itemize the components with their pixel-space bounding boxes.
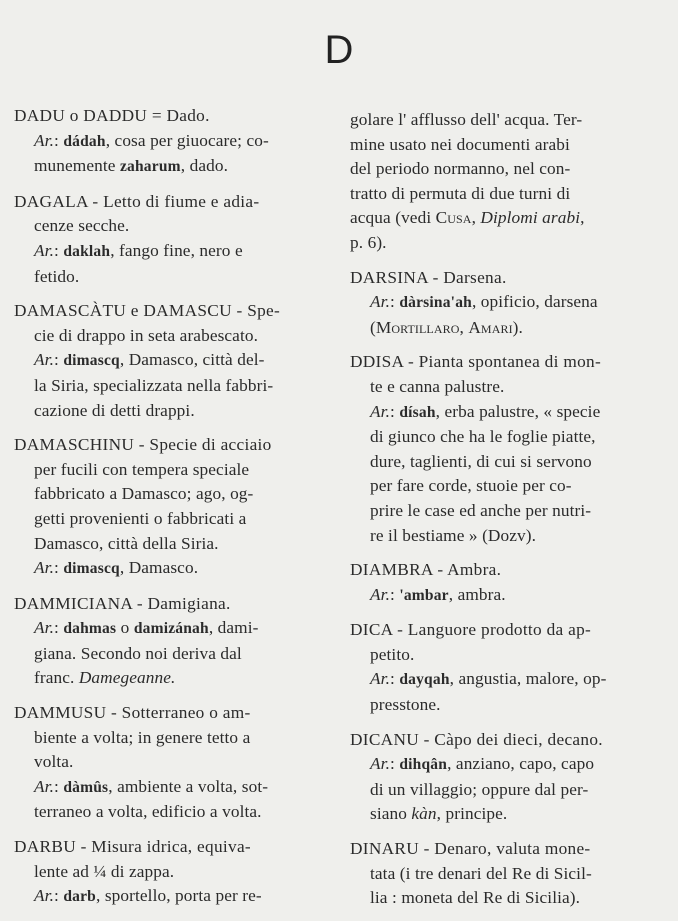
entry-line [14,239,324,265]
entry-damaschinu [14,433,324,582]
arabic-etymon: dihqân [399,756,448,774]
entry-line [14,750,324,775]
entry-line [14,884,324,910]
entry-dammusu [14,701,324,825]
text-segment: , erba palustre, « specie [435,401,601,421]
entry-darsina [350,266,666,341]
arabic-etymon: dahmas [63,620,117,638]
entry-headword [350,558,666,583]
text-segment: : [54,350,64,370]
entry-line [350,499,666,524]
left-column [14,104,324,920]
text-segment: Mortillaro [375,317,460,337]
entry-line [350,375,666,400]
text-segment: giana. Secondo noi deriva dal [34,643,242,663]
headword-text: DAMMICIANA - Damigiana. [14,593,231,613]
text-segment: , opificio, darsena [471,292,598,312]
entry-line [350,450,666,475]
headword-text: DINARU - Denaro, valuta mone- [350,839,591,859]
entry-headword [350,350,666,375]
entry-headword [14,433,324,458]
text-segment: , [580,208,585,228]
section-letter: D [324,28,354,72]
text-segment: del periodo normanno, nel con- [350,159,571,179]
headword-text: DARSINA - Darsena. [350,267,507,287]
entry-damascatu [14,299,324,423]
text-segment: : [54,240,64,260]
entry-line [350,425,666,450]
text-segment: : [54,776,64,796]
entry-dagala [14,190,324,289]
arabic-etymon: dàrsina'ah [399,294,472,312]
arabic-etymon: damizánah [133,620,209,638]
text-segment: lente ad ¼ di zappa. [34,861,175,881]
entry-line [350,583,666,609]
text-segment: petito. [370,644,415,664]
entry-line [14,726,324,751]
text-segment: , ambra. [448,584,506,604]
text-segment: p. 6). [350,232,387,252]
text-segment: tata (i tre denari del Re di Sicil- [370,863,592,883]
arabic-etymon: dayqah [399,671,450,689]
text-segment: siano [370,804,412,824]
entry-line [350,108,666,133]
text-segment: per fare corde, stuoie per co- [370,476,572,496]
entry-line [14,129,324,155]
text-segment: fetido. [34,266,80,286]
entry-line [14,482,324,507]
arabic-etymon: dísah [399,403,436,421]
entry-dica [350,618,666,717]
arabic-abbrev: Ar. [370,292,390,312]
arabic-abbrev: Ar. [34,240,54,260]
arabic-abbrev: Ar. [34,558,54,578]
entry-headword [14,592,324,617]
text-segment: per fucili con tempera speciale [34,459,250,479]
arabic-etymon: dimascq [63,560,120,578]
entry-headword [350,266,666,291]
entry-line [14,374,324,399]
arabic-abbrev: Ar. [34,886,54,906]
entry-line [350,290,666,316]
text-segment: ( [370,317,376,337]
text-segment: Diplomi arabi [480,208,581,228]
text-segment: presstone. [370,695,441,715]
text-segment: cazione di detti drappi. [34,400,195,420]
arabic-etymon: darb [63,888,96,906]
entry-headword [14,190,324,215]
text-segment: biente a volta; in genere tetto a [34,727,251,747]
arabic-abbrev: Ar. [370,401,390,421]
text-segment: , Damasco, città del- [119,350,265,370]
entry-line [14,265,324,290]
entry-headword [14,835,324,860]
entry-line [350,157,666,182]
entry-line [14,860,324,885]
right-column [350,108,666,921]
text-segment: , [471,208,481,228]
arabic-abbrev: Ar. [34,130,54,150]
text-segment: la Siria, specializzata nella fabbri- [34,375,274,395]
text-segment: kàn [411,804,437,824]
arabic-etymon: dàmûs [63,778,109,796]
arabic-abbrev: Ar. [34,776,54,796]
text-segment: : [54,558,64,578]
entry-line [14,616,324,642]
entry-line [350,802,666,827]
arabic-abbrev: Ar. [370,584,390,604]
entry-line [350,524,666,549]
text-segment: cie di drappo in seta arabescato. [34,325,259,345]
entry-line [350,133,666,158]
entry-diambra [350,558,666,608]
entry-headword [350,837,666,862]
text-segment: , angustia, malore, op- [449,669,607,689]
text-segment: : [54,130,64,150]
arabic-etymon: 'ambar [399,586,449,604]
text-segment: ). [512,317,523,337]
headword-text: DDISA - Pianta spontanea di mon- [350,352,602,372]
text-segment: : [390,754,400,774]
entry-dicanu [350,728,666,827]
entry-ddisa [350,350,666,548]
arabic-etymon: dimascq [63,352,120,370]
text-segment: getti provenienti o fabbricati a [34,508,247,528]
arabic-etymon: zaharum [119,158,181,176]
entry-line [350,667,666,693]
text-segment: , fango fine, nero e [110,240,243,260]
text-segment: Damegeanne. [78,668,176,688]
entry-line [350,182,666,207]
headword-text: DIAMBRA - Ambra. [350,560,502,580]
text-segment: o [116,618,134,638]
text-segment: mine usato nei documenti arabi [350,134,570,154]
headword-text: DICANU - Càpo dei dieci, decano. [350,729,603,749]
entry-line [350,231,666,256]
entry-line [14,154,324,180]
arabic-abbrev: Ar. [34,618,54,638]
headword-text: DAMASCHINU - Specie di acciaio [14,435,272,455]
entry-line [350,400,666,426]
text-segment: , dami- [208,618,259,638]
text-segment: , cosa per giuocare; co- [105,130,269,150]
entry-line [350,752,666,778]
text-segment: di un villaggio; oppure dal per- [370,779,589,799]
text-segment: acqua (vedi [350,208,436,228]
entry-dadu [14,104,324,180]
text-segment: cenze secche. [34,216,130,236]
text-segment: , [459,317,469,337]
headword-text: DICA - Languore prodotto da ap- [350,620,592,640]
text-segment: re il bestiame » (Dozv). [370,525,537,545]
arabic-etymon: dádah [63,132,106,150]
text-segment: Damasco, città della Siria. [34,533,219,553]
entry-darbu-continued [350,108,666,256]
entry-line [14,399,324,424]
headword-text: DARBU - Misura idrica, equiva- [14,837,251,857]
headword-text: DAGALA - Letto di fiume e adia- [14,191,260,211]
entry-line [350,886,666,911]
text-segment: : [390,584,400,604]
entry-headword [350,618,666,643]
arabic-abbrev: Ar. [370,669,390,689]
entry-line [350,862,666,887]
entry-line [14,532,324,557]
entry-line [14,348,324,374]
text-segment: Amari [468,317,513,337]
headword-text: DAMASCÀTU e DAMASCU - Spe- [14,301,281,321]
entry-line [14,775,324,801]
entry-line [350,643,666,668]
entry-line [14,556,324,582]
text-segment: : [54,618,64,638]
text-segment: , anziano, capo, capo [447,754,595,774]
entry-line [14,214,324,239]
text-segment: prire le case ed anche per nutri- [370,500,592,520]
entry-line [350,206,666,231]
entry-line [14,458,324,483]
headword-text: DAMMUSU - Sotterraneo o am- [14,703,251,723]
entry-line [14,324,324,349]
entry-headword [14,104,324,129]
text-segment: tratto di permuta di due turni di [350,183,571,203]
entry-line [350,474,666,499]
entry-line [14,666,324,691]
text-segment: munemente [34,156,120,176]
text-segment: golare l' afflusso dell' acqua. Ter- [350,110,583,129]
entry-headword [14,299,324,324]
entry-darbu [14,835,324,910]
text-segment: , Damasco. [119,558,199,578]
text-segment: franc. [34,668,79,688]
entry-dinaru [350,837,666,911]
text-segment: fabbricato a Damasco; ago, og- [34,484,254,504]
arabic-abbrev: Ar. [370,754,390,774]
text-segment: , ambiente a volta, sot- [108,776,269,796]
text-segment: lia : moneta del Re di Sicilia). [370,888,581,908]
text-segment: : [54,886,64,906]
arabic-abbrev: Ar. [34,350,54,370]
entry-headword [350,728,666,753]
entry-dammiciana [14,592,324,691]
entry-line [350,316,666,341]
entry-line [14,800,324,825]
entry-line [350,693,666,718]
text-segment: Cusa [435,208,472,228]
text-segment: , sportello, porta per re- [96,886,262,906]
text-segment: te e canna palustre. [370,376,505,396]
text-segment: : [390,401,400,421]
text-segment: , dado. [180,156,229,176]
text-segment: terraneo a volta, edificio a volta. [34,802,262,822]
text-segment: , principe. [436,804,508,824]
text-segment: volta. [34,752,74,772]
entry-line [14,507,324,532]
entry-line [350,778,666,803]
arabic-etymon: daklah [63,242,111,260]
text-segment: : [390,292,400,312]
headword-text: DADU o DADDU = Dado. [14,106,210,125]
text-segment: : [390,669,400,689]
entry-headword [14,701,324,726]
text-segment: dure, taglienti, di cui si servono [370,451,592,471]
entry-line [14,642,324,667]
text-segment: di giunco che ha le foglie piatte, [370,427,596,447]
